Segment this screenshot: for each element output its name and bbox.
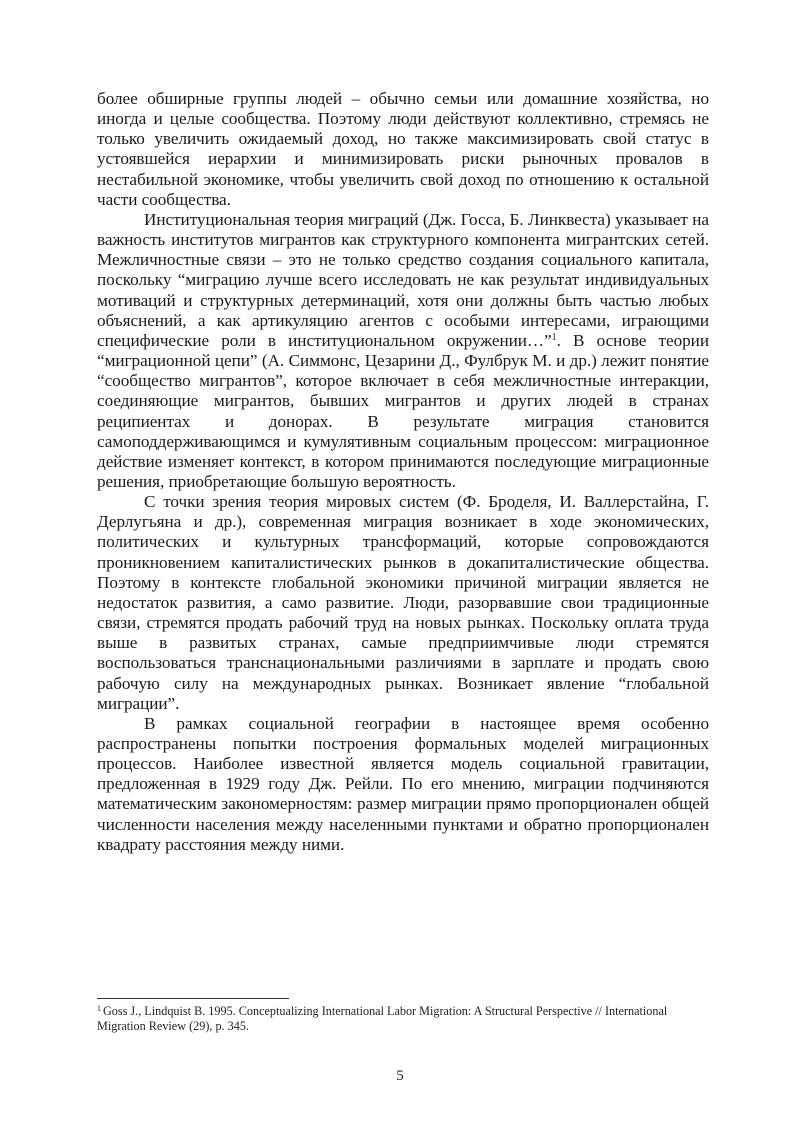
footnote-separator (97, 998, 289, 999)
footnote-reference-1[interactable]: 1 (551, 331, 557, 343)
body-text (97, 89, 709, 855)
paragraph-2 (97, 210, 709, 492)
paragraph-4: В рамках социальной географии в настоящее время особенно распространены попытки построения формальных моделей миграционных процессов. Наиболее известной является модель социальной гравитации, предложенная в 1929 году Дж. Рейли. По его мнению, миграции подчиняются математическим закономерностям: размер миграции прямо пропорционален общей численности населения между населенными пунктами и обратно пропорционален квадрату расстояния между ними. (97, 713, 709, 854)
footnote-text: Goss J., Lindquist B. 1995. Conceptualizing International Labor Migration: A Structural Perspective // International Migration Review (29), p. 345. (97, 1004, 668, 1033)
paragraph-3: С точки зрения теория мировых систем (Ф. Броделя, И. Валлерстайна, Г. Дерлугьяна и др.), современная миграция возникает в ходе экономических, политических и культурных трансформаций, которые сопровождаются проникновением капиталистических рынков в докапиталистические общества. Поэтому в контексте глобальной экономики причиной миграции является не недостаток развития, а само развитие. Люди, разорвавшие свои традиционные связи, стремятся продать рабочий труд на новых рынках. Поскольку оплата труда выше в развитых странах, самые предприимчивые люди стремятся воспользоваться транснациональными различиями в зарплате и продать свою рабочую силу на международных рынках. Возникает явление “глобальной миграции”. (97, 492, 709, 713)
footnote-1 (97, 1004, 709, 1033)
footnote-number: 1 (97, 1004, 101, 1013)
paragraph-1: более обширные группы людей – обычно семьи или домашние хозяйства, но иногда и целые сообщества. Поэтому люди действуют коллективно, стремясь не только увеличить ожидаемый доход, но также максимизировать свой статус в устоявшейся иерархии и минимизировать риски рыночных провалов в нестабильной экономике, чтобы увеличить свой доход по отношению к остальной части сообщества. (97, 89, 709, 209)
page-number: 5 (396, 1068, 404, 1084)
paragraph-2-text-after-ref: . В основе теории “миграционной цепи” (А. Симмонс, Цезарини Д., Фулбрук М. и др.) лежит понятие “сообщество мигрантов”, которое включает в себя межличностные интеракции, соединяющие мигрантов, бывших мигрантов и других людей в странах реципиентах и донорах. В результате миграция становится самоподдерживающимся и кумулятивным социальным процессом: миграционное действие изменяет контекст, в котором принимаются последующие миграционные решения, приобретающие большую вероятность. (97, 330, 709, 491)
paragraph-2-text-before-ref: Институциональная теория миграций (Дж. Госса, Б. Линквеста) указывает на важность институтов мигрантов как структурного компонента мигрантских сетей. Межличностные связи – это не только средство создания социального капитала, поскольку “миграцию лучше всего исследовать не как результат индивидуальных мотиваций и структурных детерминаций, хотя они должны быть частью любых объяснений, а как артикуляцию агентов с особыми интересами, играющими специфические роли в институциональном окружении…” (97, 209, 709, 350)
